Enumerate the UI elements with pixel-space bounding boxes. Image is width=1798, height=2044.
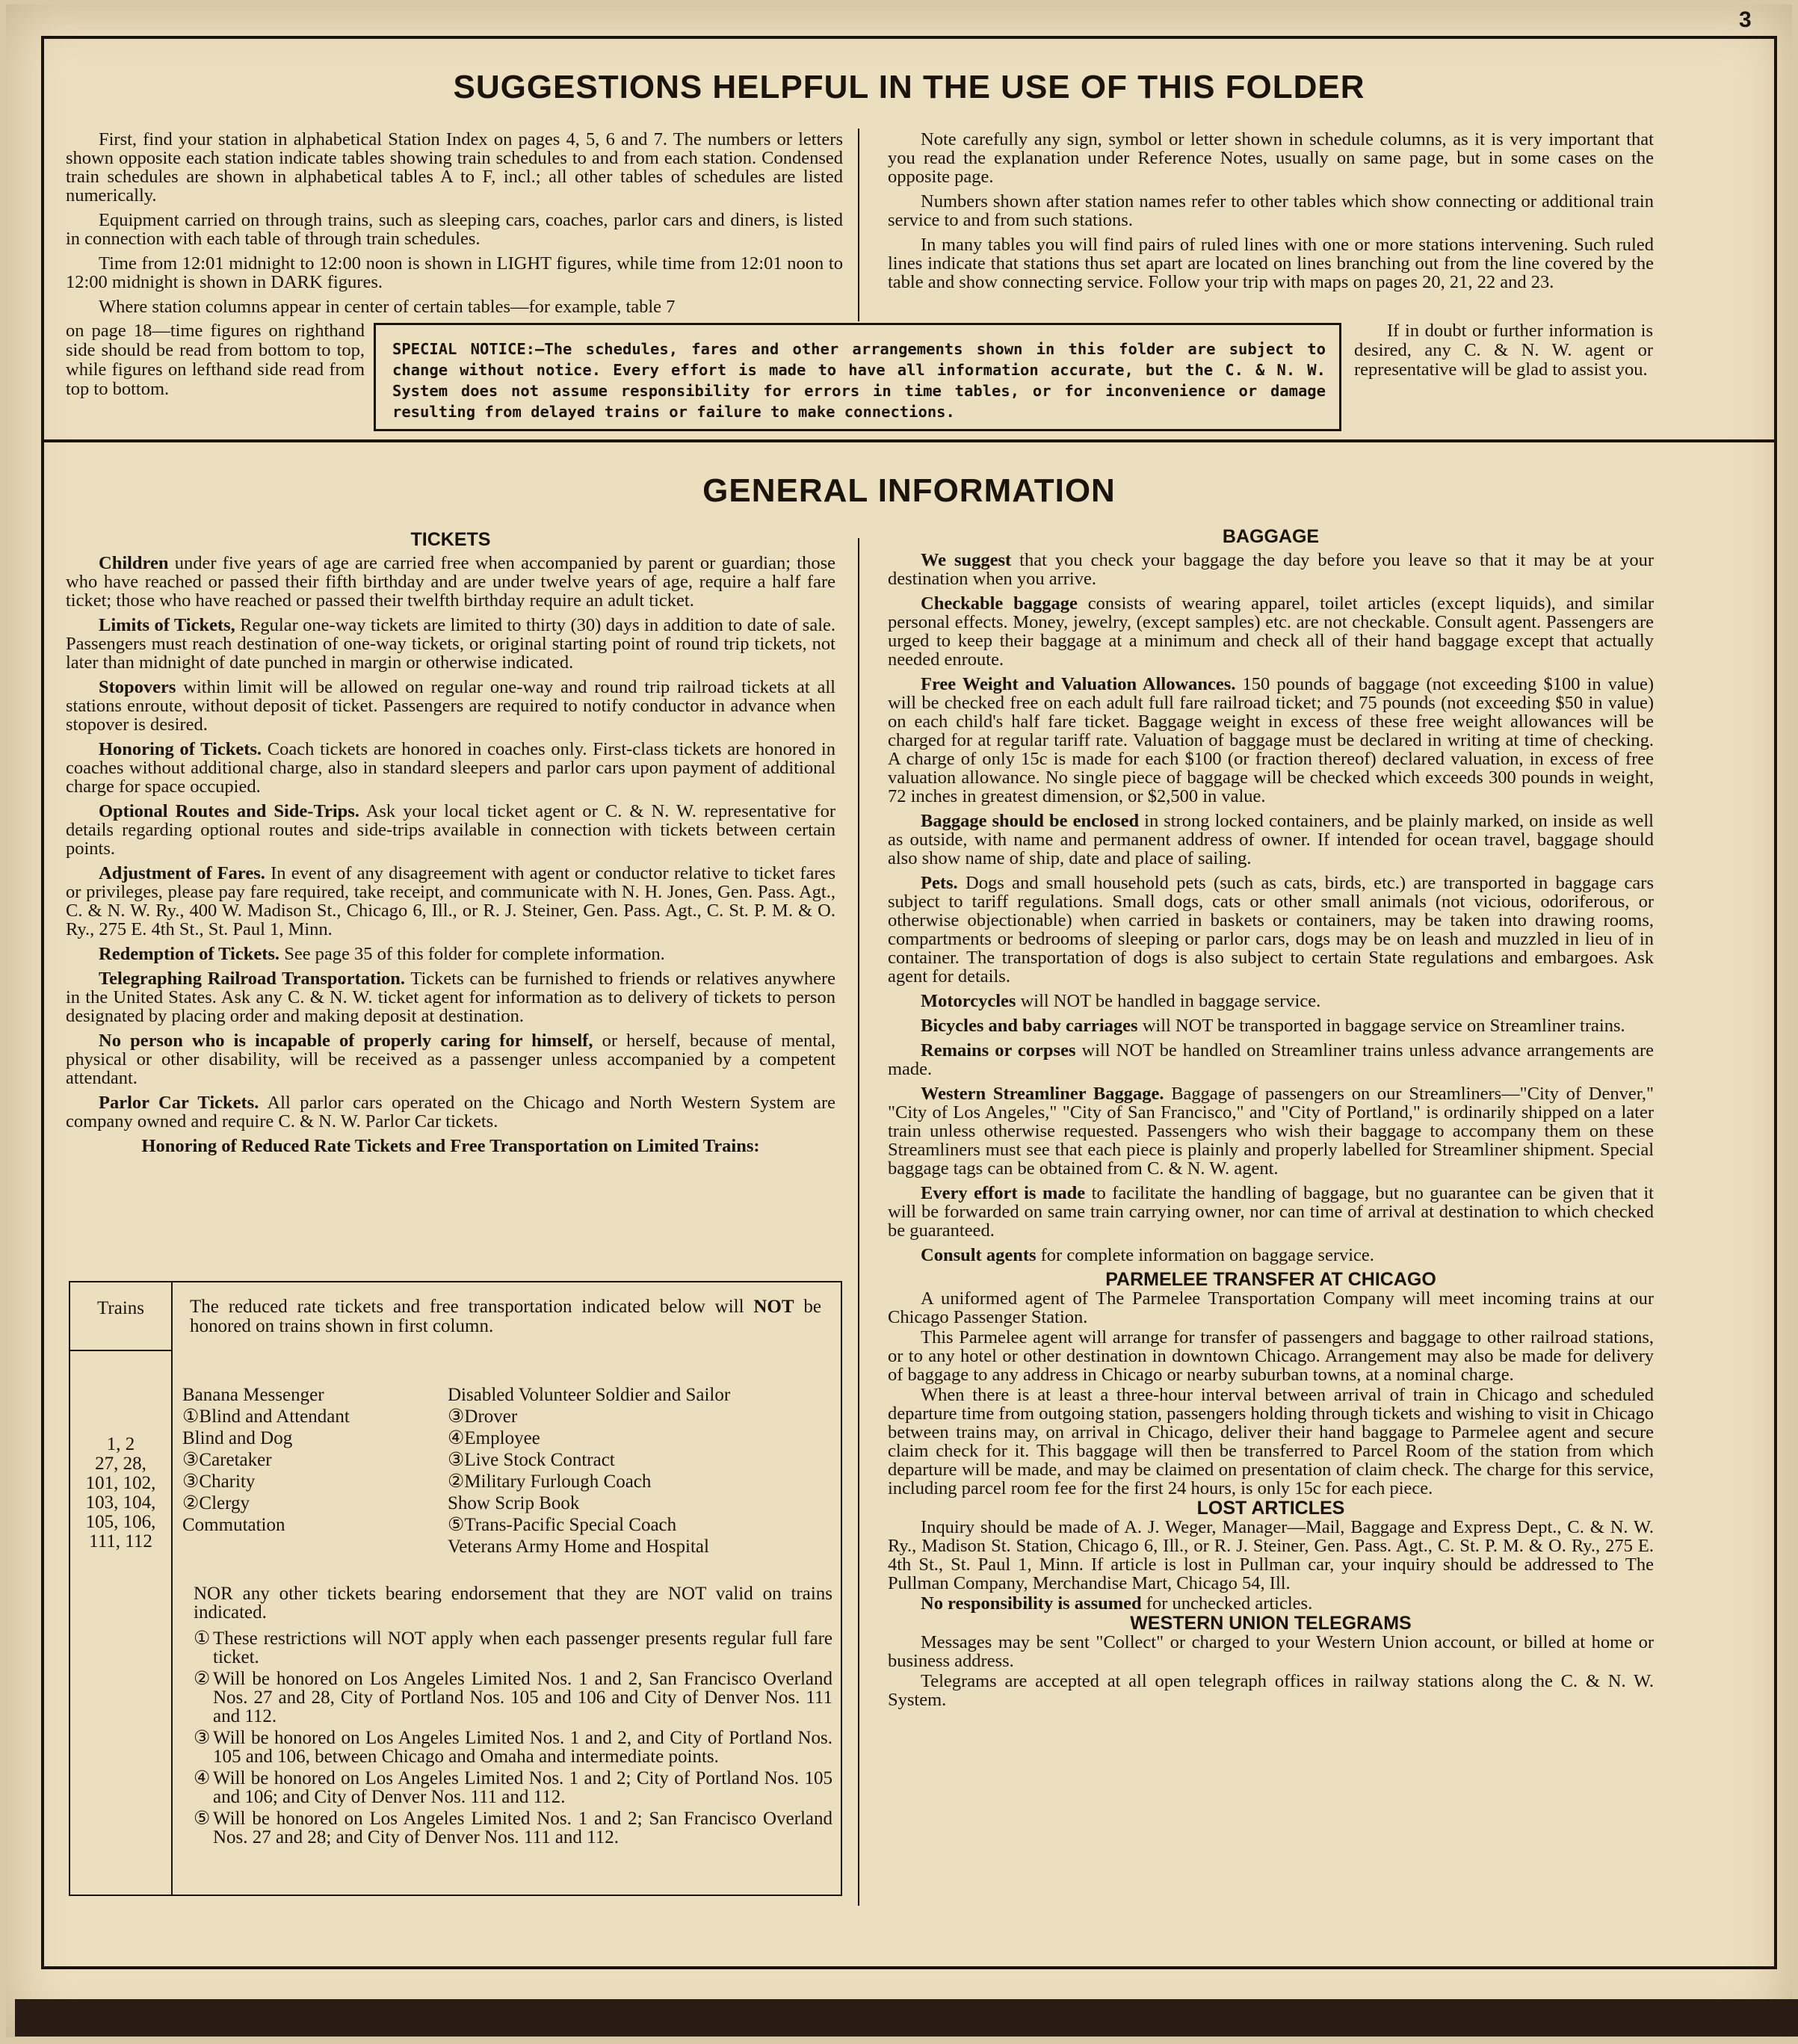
ticket-type: ②Clergy — [182, 1493, 250, 1513]
ticket-rule — [66, 945, 835, 963]
parmelee-paragraph: When there is at least a three-hour interval between arrival of train in Chicago and scheduled departure time from outgoing station, passengers holding through tickets and wishing to visit in Chicago between trains may, on arrival in Chicago, deliver their hand baggage to Parmelee agent and secure claim check for it. This baggage will then be transferred to Parcel Room of the station from which departure will be made, and may be claimed on presentation of claim check. The charge for this service, including parcel room fee for the first 24 hours, is only 15c for each piece. — [888, 1385, 1654, 1498]
baggage-rule-text: consists of wearing apparel, toilet articles (except liquids), and similar personal effects. Money, jewelry, (except samples) etc. are not checkable. Consult agent. Passengers are urged to keep their baggage at a minimum and check all of their hand baggage except that actually needed enroute. — [888, 593, 1654, 670]
page-number: 3 — [1739, 7, 1752, 32]
ticket-rule-lead: Redemption of Tickets. — [99, 944, 280, 964]
ticket-type: Banana Messenger — [182, 1385, 324, 1405]
ticket-rule — [66, 802, 835, 858]
parmelee-paragraph: A uniformed agent of The Parmelee Transportation Company will meet incoming trains at our Chicago Passenger Station. — [888, 1288, 1654, 1327]
ticket-type: ③Caretaker — [182, 1450, 272, 1470]
ticket-type: Commutation — [182, 1515, 285, 1535]
ticket-type: ⑤Trans-Pacific Special Coach — [448, 1515, 677, 1535]
note-marker: ⑤ — [194, 1809, 211, 1829]
general-column-rule — [858, 538, 859, 1906]
suggestions-right-column — [888, 130, 1654, 297]
ticket-rule — [66, 1093, 835, 1131]
baggage-rule-lead: Checkable baggage — [921, 593, 1078, 614]
ticket-rule-lead: Children — [99, 553, 169, 573]
baggage-rule — [888, 992, 1654, 1010]
ticket-rule-lead: Optional Routes and Side-Trips. — [99, 801, 359, 821]
ticket-rule-lead: Limits of Tickets, — [99, 615, 235, 635]
note-marker: ③ — [194, 1728, 211, 1748]
baggage-rule — [888, 812, 1654, 868]
restriction-note — [194, 1629, 832, 1667]
ticket-rule-text: All parlor cars operated on the Chicago and North Western System are company owned and require C. & N. W. Parlor Car tickets. — [66, 1093, 835, 1131]
note-marker: ① — [194, 1628, 211, 1649]
nor-notice: NOR any other tickets bearing endorsement that they are NOT valid on trains indicated. — [194, 1584, 832, 1622]
trains-table — [69, 1281, 842, 1896]
ticket-rule-lead: Honoring of Tickets. — [99, 739, 262, 759]
ticket-type: ③Charity — [182, 1472, 256, 1492]
ticket-rule — [66, 616, 835, 672]
baggage-rule — [888, 1016, 1654, 1035]
baggage-rule-lead: Remains or corpses — [921, 1040, 1076, 1060]
ticket-type: Veterans Army Home and Hospital — [448, 1537, 709, 1557]
ticket-type: ①Blind and Attendant — [182, 1407, 350, 1427]
baggage-rule-lead: Every effort is made — [921, 1183, 1086, 1203]
note-text: Will be honored on Los Angeles Limited Nos. 1 and 2; City of Portland Nos. 105 and 106; and City of Denver Nos. 111 and 112. — [213, 1768, 832, 1807]
baggage-rule-lead: We suggest — [921, 550, 1012, 570]
baggage-rule-lead: Consult agents — [921, 1245, 1037, 1265]
baggage-rule — [888, 1246, 1654, 1265]
ticket-rule-text: within limit will be allowed on regular one-way and round trip railroad tickets at all stations enroute, without deposit of ticket. Passengers are required to notify conductor in advance when stopover is desired. — [66, 677, 835, 735]
baggage-rule — [888, 551, 1654, 588]
reduced-rate-heading: Honoring of Reduced Rate Tickets and Free Transportation on Limited Trains: — [141, 1136, 760, 1156]
ticket-rule-text: See page 35 of this folder for complete information. — [279, 944, 665, 964]
suggestion-paragraph: In many tables you will find pairs of ruled lines with one or more stations intervening. Such ruled lines indicate that stations thus set apart are located on lines branching out from the line covered by the table and show connecting service. Follow your trip with maps on pages 20, 21, 22 and 23. — [888, 235, 1654, 292]
ticket-type: ③Live Stock Contract — [448, 1450, 615, 1470]
suggestions-left-column — [66, 130, 843, 322]
suggestion-paragraph: Note carefully any sign, symbol or letter shown in schedule columns, as it is very important that you read the explanation under Reference Notes, usually on same page, but in some cases on the opposite page. — [888, 129, 1654, 187]
baggage-rule-text: that you check your baggage the day before you leave so that it may be at your destination when you arrive. — [888, 550, 1654, 589]
trains-table-description: The reduced rate tickets and free transportation indicated below will NOT be honored on trains shown in first column. — [190, 1297, 821, 1336]
restriction-note — [194, 1769, 832, 1806]
ticket-rule-lead: No person who is incapable of properly caring for himself, — [99, 1031, 593, 1051]
telegram-paragraph: Messages may be sent "Collect" or charged to your Western Union account, or billed at home or business address. — [888, 1632, 1654, 1671]
ticket-type: Disabled Volunteer Soldier and Sailor — [448, 1385, 731, 1405]
note-text: These restrictions will NOT apply when each passenger presents regular full fare ticket. — [213, 1628, 832, 1667]
ticket-type: Blind and Dog — [182, 1428, 293, 1448]
binding-edge — [15, 1999, 1798, 2037]
ticket-rule-lead: Adjustment of Fares. — [99, 863, 265, 883]
suggestions-title: SUGGESTIONS HELPFUL IN THE USE OF THIS FOLDER — [453, 69, 1365, 105]
ticket-rule-text: or herself, because of mental, physical or other disability, will be received as a passenger unless accompanied by a competent attendant. — [66, 1031, 835, 1088]
baggage-rule — [888, 874, 1654, 986]
baggage-rule-text: to facilitate the handling of baggage, but no guarantee can be given that it will be forwarded on same train carrying owner, nor can time of arrival at destination to which checked be guaranteed. — [888, 1183, 1654, 1241]
baggage-heading: BAGGAGE — [1222, 526, 1320, 547]
general-info-title: GENERAL INFORMATION — [702, 472, 1116, 509]
ticket-rule — [66, 969, 835, 1025]
ticket-rule-text: Tickets can be furnished to friends or relatives anywhere in the United States. Ask any C. & N. W. ticket agent for information as to delivery of tickets to person designated by placing order and making deposit at destination. — [66, 969, 835, 1026]
baggage-rule — [888, 1041, 1654, 1078]
train-number-line: 101, 102, — [85, 1473, 156, 1493]
suggestion-paragraph: Time from 12:01 midnight to 12:00 noon is shown in LIGHT figures, while time from 12:01 noon to 12:00 midnight is shown in DARK figures. — [66, 253, 843, 292]
baggage-rule-text: in strong locked containers, and be plainly marked, on inside as well as outside, with name and permanent address of owner. If intended for ocean travel, baggage should also show name of ship, date and place of sailing. — [888, 811, 1654, 868]
ticket-type: ③Drover — [448, 1407, 518, 1427]
lost-note-lead: No responsibility is assumed — [921, 1593, 1142, 1614]
parmelee-paragraph: This Parmelee agent will arrange for transfer of passengers and baggage to other railroad stations, or to any hotel or other destination in downtown Chicago. Arrangement may also be made for delivery of baggage to any address in Chicago or nearby suburban towns, at a nominal charge. — [888, 1327, 1654, 1385]
suggestion-paragraph: Numbers shown after station names refer to other tables which show connecting or additional train service to and from such stations. — [888, 191, 1654, 230]
note-text: Will be honored on Los Angeles Limited Nos. 1 and 2, San Francisco Overland Nos. 27 and 28, City of Portland Nos. 105 and 106 and City of Denver Nos. 111 and 112. — [213, 1669, 832, 1726]
train-numbers-list — [70, 1435, 171, 1551]
baggage-rule-text: will NOT be handled in baggage service. — [1016, 991, 1321, 1011]
baggage-rule — [888, 594, 1654, 669]
ticket-rule — [66, 554, 835, 610]
baggage-rule-lead: Baggage should be enclosed — [921, 811, 1140, 831]
train-number-line: 1, 2 — [106, 1434, 135, 1454]
train-number-line: 103, 104, — [85, 1492, 156, 1513]
ticket-rule-lead: Parlor Car Tickets. — [99, 1093, 259, 1113]
train-number-line: 111, 112 — [89, 1531, 152, 1551]
ticket-rule — [66, 864, 835, 939]
lost-articles-paragraph: Inquiry should be made of A. J. Weger, Manager—Mail, Baggage and Express Dept., C. & N. W. Ry., Madison St. Station, Chicago 6, Ill., or R. J. Steiner, Gen. Pass. Agt., C. St. P. M. & O. Ry., 275 E. 4th St., St. Paul 1, Minn. If article is lost in Pullman car, your inquiry should be addressed to The Pullman Company, Merchandise Mart, Chicago 54, Ill. — [888, 1517, 1654, 1593]
restriction-note — [194, 1670, 832, 1726]
baggage-rule-text: Baggage of passengers on our Streamliners—"City of Denver," "City of Los Angeles," "City of San Francisco," and "City of Portland," is ordinarily shipped on a later train unless otherwise requested. Passengers who wish their baggage to accompany them on these Streamliners must see that each piece is plainly and properly labelled for Streamliner shipment. Special baggage tags can be obtained from C. & N. W. agent. — [888, 1084, 1654, 1179]
note-text: Will be honored on Los Angeles Limited Nos. 1 and 2; San Francisco Overland Nos. 27 and 28; and City of Denver Nos. 111 and 112. — [213, 1809, 832, 1847]
trains-table-rule — [171, 1282, 173, 1895]
ticket-rule-text: Regular one-way tickets are limited to thirty (30) days in addition to date of sale. Passengers must reach destination of one-way tickets, or original starting point of round trip tickets, not later than midnight of date punched in margin or otherwise indicated. — [66, 615, 835, 673]
ticket-rule-text: In event of any disagreement with agent or conductor relative to ticket fares or privileges, please pay fare required, take receipt, and communicate with N. H. Jones, Gen. Pass. Agt., C. & N. W. Ry., 400 W. Madison St., Chicago 6, Ill., or R. J. Steiner, Gen. Pass. Agt., C. St. P. M. & O. Ry., 275 E. 4th St., St. Paul 1, Minn. — [66, 863, 835, 939]
suggestions-left-continuation: on page 18—time figures on righthand side should be read from bottom to top, while figures on lefthand side read from top to bottom. — [66, 321, 365, 399]
top-column-rule — [858, 129, 859, 321]
ticket-type: ④Employee — [448, 1428, 540, 1448]
ticket-rule-text: Ask your local ticket agent or C. & N. W. representative for details regarding optional routes and side-trips available in connection with tickets between certain points. — [66, 801, 835, 859]
lost-articles-heading: LOST ARTICLES — [1196, 1498, 1345, 1519]
tickets-section — [66, 531, 835, 1161]
lost-articles-note — [888, 1594, 1654, 1613]
baggage-rule-text: will NOT be handled on Streamliner trains unless advance arrangements are made. — [888, 1040, 1654, 1079]
section-divider — [41, 439, 1777, 442]
ticket-rule-lead: Telegraphing Railroad Transportation. — [99, 969, 406, 989]
baggage-rule — [888, 1084, 1654, 1178]
lost-note-text: for unchecked articles. — [1141, 1593, 1313, 1614]
note-text: Will be honored on Los Angeles Limited Nos. 1 and 2, and City of Portland Nos. 105 and 106, between Chicago and Omaha and intermediate points. — [213, 1728, 832, 1767]
restriction-note — [194, 1809, 832, 1847]
trains-table-notes — [194, 1584, 832, 1850]
ticket-types-left-list — [182, 1384, 466, 1536]
note-marker: ④ — [194, 1768, 211, 1788]
baggage-rule-lead: Motorcycles — [921, 991, 1016, 1011]
baggage-rule-lead: Western Streamliner Baggage. — [921, 1084, 1164, 1104]
baggage-rule-lead: Pets. — [921, 873, 958, 893]
ticket-rule — [66, 740, 835, 796]
train-number-line: 27, 28, — [95, 1454, 146, 1474]
suggestion-paragraph: Where station columns appear in center of certain tables—for example, table 7 — [99, 297, 676, 317]
baggage-rule-text: Dogs and small household pets (such as cats, birds, etc.) are transported in baggage cars subject to tariff regulations. Small dogs, cats or other small animals (not vicious, odoriferous, or otherwise objectionable) when carried in baskets or containers, may be taken into drawing rooms, compartments or bedrooms of sleeping or parlor cars, dogs may be on leash and muzzled in lieu of in container. The transportation of dogs is also subject to certain State regulations and embargoes. Ask agent for details. — [888, 873, 1654, 987]
baggage-rule-lead: Bicycles and baby carriages — [921, 1016, 1138, 1036]
trains-header-rule — [70, 1350, 171, 1351]
note-marker: ② — [194, 1669, 211, 1689]
ticket-rule-lead: Stopovers — [99, 677, 176, 697]
baggage-rule-text: 150 pounds of baggage (not exceeding $100 in value) will be checked free on each adult full fare railroad ticket; and 75 pounds (not exceeding $50 in value) on each child's half fare ticket. Baggage weight in excess of these free weight allowances will be charged for at regular tariff rate. Valuation of baggage must be declared in writing at time of checking. A charge of only 15c is made for each $100 (or fraction thereof) declared valuation, in excess of free valuation allowance. No single piece of baggage will be checked which exceeds 300 pounds in weight, 72 inches in greatest dimension, or $2,500 in value. — [888, 674, 1655, 806]
ticket-types-right-list — [448, 1384, 836, 1557]
trains-column-header: Trains — [97, 1298, 144, 1318]
ticket-rule-text: Coach tickets are honored in coaches only. First-class tickets are honored in coaches without additional charge, also in standard sleepers and parlor cars upon payment of additional charge for space occupied. — [66, 739, 835, 797]
baggage-rule-text: will NOT be transported in baggage service on Streamliner trains. — [1137, 1016, 1625, 1036]
tickets-heading: TICKETS — [410, 529, 491, 550]
ticket-type: Show Scrip Book — [448, 1493, 580, 1513]
parmelee-heading: PARMELEE TRANSFER AT CHICAGO — [1105, 1269, 1436, 1290]
ticket-rule — [66, 678, 835, 734]
suggestion-paragraph: First, find your station in alphabetical Station Index on pages 4, 5, 6 and 7. The numbers or letters shown opposite each station indicate tables showing train schedules to and from each station. Condensed train schedules are shown in alphabetical tables A to F, incl.; all other tables of schedules are listed numerically. — [66, 129, 843, 206]
telegrams-heading: WESTERN UNION TELEGRAMS — [1130, 1613, 1412, 1634]
suggestions-right-continuation: If in doubt or further information is desired, any C. & N. W. agent or representative will be glad to assist you. — [1354, 321, 1653, 380]
train-number-line: 105, 106, — [85, 1512, 156, 1532]
baggage-rule — [888, 1184, 1654, 1240]
restriction-note — [194, 1729, 832, 1766]
baggage-rule — [888, 675, 1654, 806]
ticket-rule-text: under five years of age are carried free when accompanied by parent or guardian; those who have reached or passed their fifth birthday and are under twelve years of age, require a half fare ticket; those who have reached or passed their twelfth birthday require an adult ticket. — [66, 553, 835, 611]
suggestion-paragraph: Equipment carried on through trains, such as sleeping cars, coaches, parlor cars and diners, is listed in connection with each table of through train schedules. — [66, 210, 843, 249]
baggage-section — [888, 528, 1654, 1711]
baggage-rule-text: for complete information on baggage service. — [1036, 1245, 1374, 1265]
special-notice-box: SPECIAL NOTICE:—The schedules, fares and other arrangements shown in this folder are subject to change without notice. Every effort is made to have all information accurate, but the C. & N. W. System does not assume responsibility for errors in time tables, or for inconvenience or damage resulting from delayed trains or failure to make connections. — [374, 323, 1341, 431]
ticket-rule — [66, 1031, 835, 1087]
baggage-rule-lead: Free Weight and Valuation Allowances. — [921, 674, 1236, 694]
telegram-paragraph: Telegrams are accepted at all open telegraph offices in railway stations along the C. & N. W. System. — [888, 1671, 1654, 1710]
ticket-type: ②Military Furlough Coach — [448, 1472, 652, 1492]
